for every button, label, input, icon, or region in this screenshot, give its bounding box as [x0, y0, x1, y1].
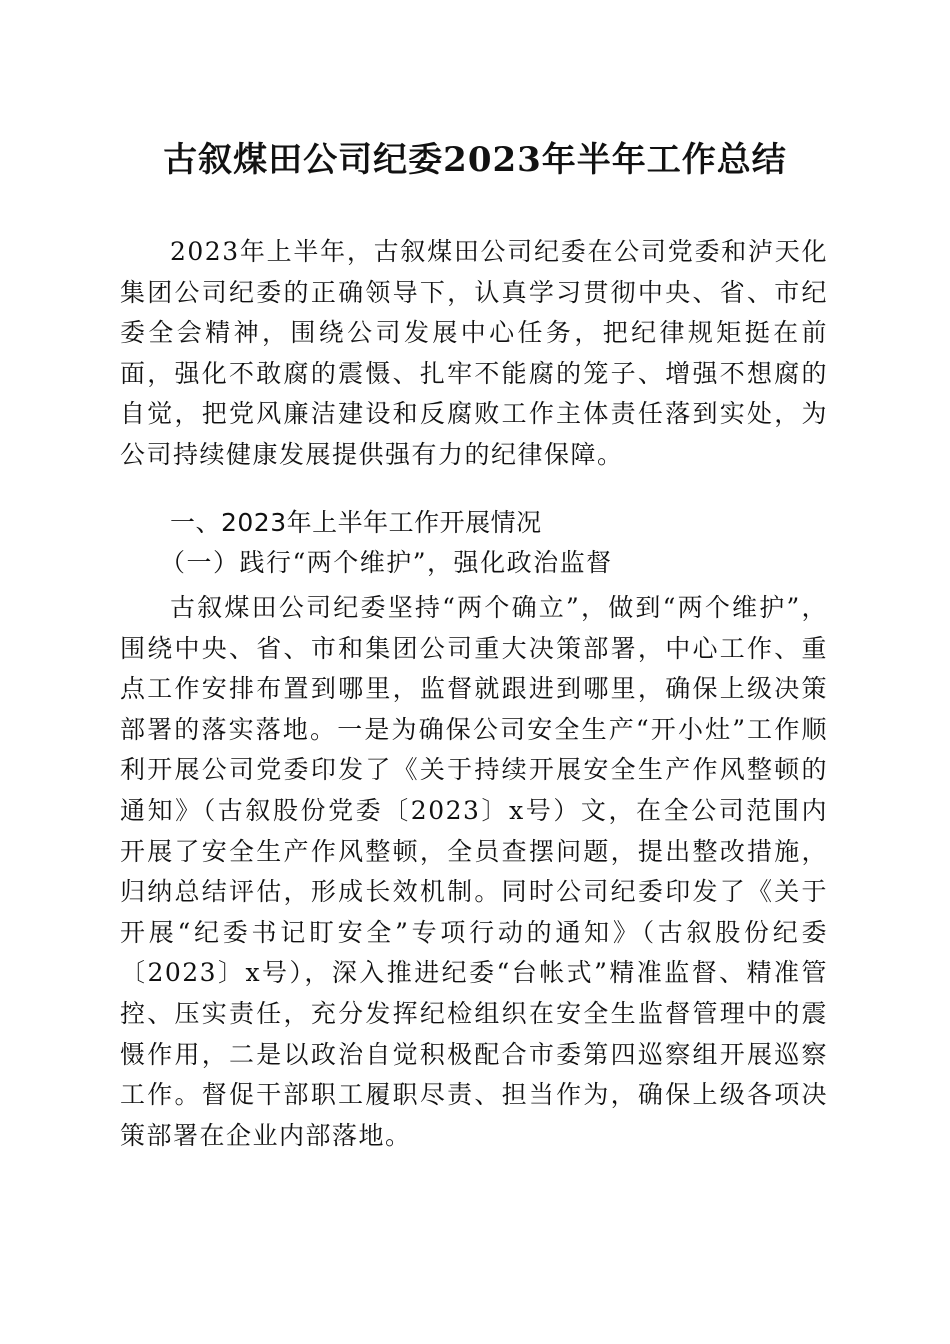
intro-paragraph: 2023年上半年，古叙煤田公司纪委在公司党委和泸天化集团公司纪委的正确领导下，认真学习贯彻中央、省、市纪委全会精神，围绕公司发展中心任务，把纪律规矩挺在前面，强化不敢腐的震慑、扎牢不能腐的笼子、增强不想腐的自觉，把党风廉洁建设和反腐败工作主体责任落到实处，为公司持续健康发展提供强有力的纪律保障。: [120, 237, 828, 469]
document-title: 古叙煤田公司纪委2023年半年工作总结: [163, 140, 787, 180]
body-paragraph: 古叙煤田公司纪委坚持“两个确立”，做到“两个维护”，围绕中央、省、市和集团公司重大决策部署，中心工作、重点工作安排布置到哪里，监督就跟进到哪里，确保上级决策部署的落实落地。一是为确保公司安全生产“开小灶”工作顺利开展公司党委印发了《关于持续开展安全生产作风整顿的通知》（古叙股份党委〔2023〕x号）文，在全公司范围内开展了安全生产作风整顿，全员查摆问题，提出整改措施，归纳总结评估，形成长效机制。同时公司纪委印发了《关于开展“纪委书记盯安全”专项行动的通知》（古叙股份纪委〔2023〕x号），深入推进纪委“台帐式”精准监督、精准管控、压实责任，充分发挥纪检组织在安全生监督管理中的震慑作用，二是以政治自觉积极配合市委第四巡察组开展巡察工作。督促干部职工履职尽责、担当作为，确保上级各项决策部署在企业内部落地。: [120, 593, 828, 1150]
section-heading: 一、2023年上半年工作开展情况: [170, 508, 542, 537]
subsection-heading: （一）践行“两个维护”，强化政治监督: [160, 548, 613, 577]
